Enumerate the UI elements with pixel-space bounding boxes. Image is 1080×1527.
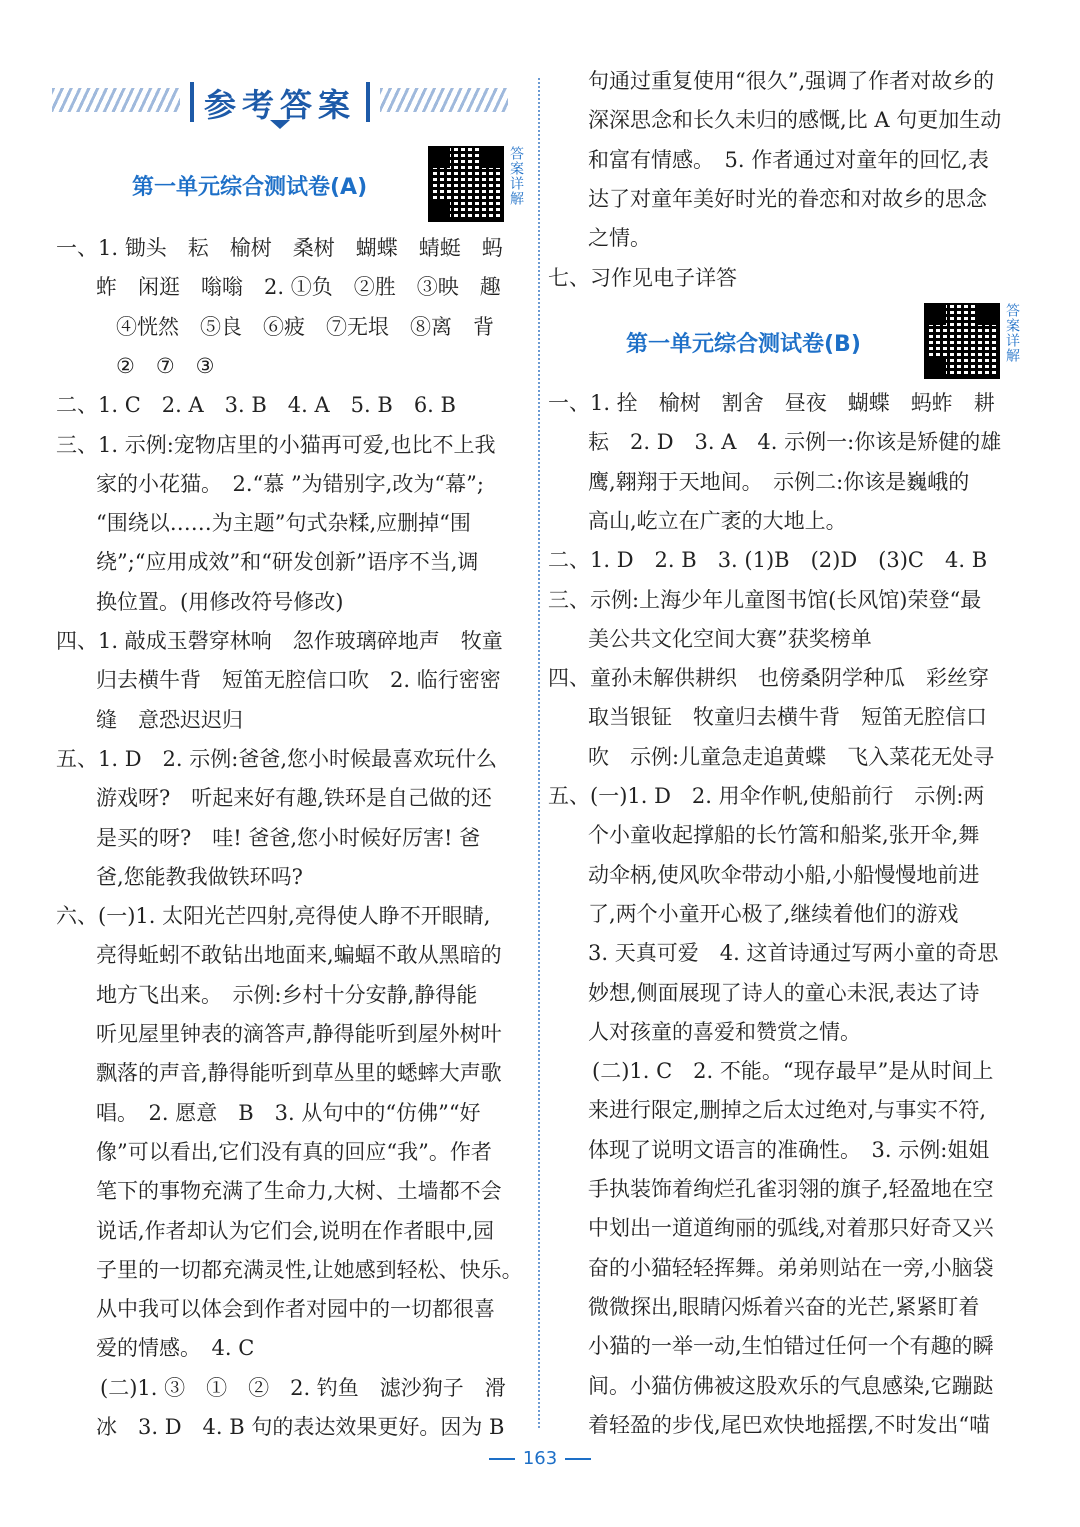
answer-line: 二、1. C 2. A 3. B 4. A 5. B 6. B xyxy=(56,393,456,418)
answer-line: 六、(一)1. 太阳光芒四射,亮得使人睁不开眼睛, xyxy=(56,904,491,929)
column-divider xyxy=(538,78,540,1428)
answer-line: 高山,屹立在广袤的大地上。 xyxy=(588,508,847,533)
answer-line: 四、1. 敲成玉磬穿林响 忽作玻璃碎地声 牧童 xyxy=(56,629,503,653)
answer-line: 从中我可以体会到作者对园中的一切都很喜 xyxy=(96,1297,495,1322)
answer-line: 笔下的事物充满了生命力,大树、土墙都不会 xyxy=(96,1179,502,1204)
answer-line: 深深思念和长久未归的感慨,比 A 句更加生动 xyxy=(588,108,1002,133)
answer-line: 说话,作者却认为它们会,说明在作者眼中,园 xyxy=(96,1218,495,1243)
answer-line: 五、1. D 2. 示例:爸爸,您小时候最喜欢玩什么 xyxy=(56,746,498,771)
banner-stripes-left xyxy=(52,88,180,112)
page-footer xyxy=(0,1448,1080,1469)
answer-line: 子里的一切都充满灵性,让她感到轻松、快乐。 xyxy=(96,1257,523,1282)
section-b-title: 第一单元综合测试卷(B) xyxy=(626,332,861,357)
answer-line: 换位置。(用修改符号修改) xyxy=(96,589,344,614)
answer-line: 耘 2. D 3. A 4. 示例一:你该是矫健的雄 xyxy=(588,430,1002,455)
answer-line: 达了对童年美好时光的眷恋和对故乡的思念 xyxy=(588,186,987,211)
page-title: 参考答案 xyxy=(203,86,356,124)
answer-line: 间。小猫仿佛被这股欢乐的气息感染,它蹦跶 xyxy=(588,1373,994,1398)
answer-line: 三、1. 示例:宠物店里的小猫再可爱,也比不上我 xyxy=(56,432,496,457)
answer-line: 游戏呀? 听起来好有趣,铁环是自己做的还 xyxy=(96,786,492,811)
answer-line: 四、童孙未解供耕织 也傍桑阴学种瓜 彩丝穿 xyxy=(548,666,989,691)
banner-stripes-right xyxy=(380,88,508,112)
answer-line: 二、1. D 2. B 3. (1)B (2)D (3)C 4. B xyxy=(548,548,988,573)
answer-banner xyxy=(52,72,508,130)
answer-line: 和富有情感。 5. 作者通过对童年的回忆,表 xyxy=(588,147,989,172)
answer-line: 中划出一道道绚丽的弧线,对着那只好奇又兴 xyxy=(588,1216,994,1241)
answer-line: 来进行限定,删掉之后太过绝对,与事实不符, xyxy=(588,1098,987,1123)
answer-line: 微微探出,眼睛闪烁着兴奋的光芒,紧紧盯着 xyxy=(588,1294,980,1319)
answer-line: (二)1. C 2. 不能。“现存最早”是从时间上 xyxy=(592,1059,994,1084)
answer-line: 缝 意恐迟迟归 xyxy=(96,707,243,732)
answer-line: 飘落的声音,静得能听到草丛里的蟋蟀大声歌 xyxy=(96,1061,502,1086)
answer-line: 七、习作见电子详答 xyxy=(548,265,737,290)
answer-line: 之情。 xyxy=(588,226,651,251)
answer-line: (二)1. ③ ① ② 2. 钓鱼 滤沙狗子 滑 xyxy=(100,1375,506,1400)
answer-line: 家的小花猫。 2.“慕 ”为错别字,改为“幕”; xyxy=(96,471,484,496)
answer-line: 爱的情感。 4. C xyxy=(96,1336,255,1361)
answer-line: 冰 3. D 4. B 句的表达效果更好。因为 B xyxy=(96,1415,505,1439)
answer-line: 3. 天真可爱 4. 这首诗通过写两小童的奇思 xyxy=(588,941,999,966)
answer-line: 亮得蚯蚓不敢钻出地面来,蝙蝠不敢从黑暗的 xyxy=(96,943,502,968)
answer-line: 五、(一)1. D 2. 用伞作帆,使船前行 示例:两 xyxy=(548,784,985,808)
banner-bar-right xyxy=(366,82,370,122)
answer-line: 个小童收起撑船的长竹篙和船桨,张开伞,舞 xyxy=(588,823,980,848)
answer-line: 一、1. 锄头 耘 榆树 桑树 蝴蝶 蜻蜓 蚂 xyxy=(56,236,503,260)
answer-line: 蚱 闲逛 嗡嗡 2. ①负 ②胜 ③映 趣 xyxy=(96,275,501,300)
answer-line: 人对孩童的喜爱和赞赏之情。 xyxy=(588,1019,861,1044)
answer-line: 地方飞出来。 示例:乡村十分安静,静得能 xyxy=(96,982,478,1007)
qr-label-a: 答案详解 xyxy=(508,146,524,206)
answer-line: ④恍然 ⑤良 ⑥疲 ⑦无垠 ⑧离 背 xyxy=(116,314,494,339)
answer-line: 一、1. 拴 榆树 割舍 昼夜 蝴蝶 蚂蚱 耕 xyxy=(548,391,995,415)
answer-line: 归去横牛背 短笛无腔信口吹 2. 临行密密 xyxy=(96,668,501,693)
answer-line: 了,两个小童开心极了,继续着他们的游戏 xyxy=(588,901,959,926)
answer-line: “围绕以……为主题”句式杂糅,应删掉“围 xyxy=(96,511,471,536)
answer-line: 听见屋里钟表的滴答声,静得能听到屋外树叶 xyxy=(96,1022,502,1046)
answer-line: 句通过重复使用“很久”,强调了作者对故乡的 xyxy=(588,69,995,93)
answer-line: 着轻盈的步伐,尾巴欢快地摇摆,不时发出“喵 xyxy=(588,1412,991,1437)
qr-code-icon[interactable] xyxy=(428,146,504,222)
answer-line: 三、示例:上海少年儿童图书馆(长风馆)荣登“最 xyxy=(548,587,982,612)
answer-line: 美公共文化空间大赛”获奖榜单 xyxy=(588,626,872,651)
answer-line: 妙想,侧面展现了诗人的童心未泯,表达了诗 xyxy=(588,980,980,1005)
answer-line: 是买的呀? 哇! 爸爸,您小时候好厉害! 爸 xyxy=(96,825,481,850)
answer-line: 动伞柄,使风吹伞带动小船,小船慢慢地前进 xyxy=(588,862,980,887)
answer-line: 绕”;“应用成效”和“研发创新”语序不当,调 xyxy=(96,550,479,575)
banner-arrow-icon xyxy=(270,120,290,129)
answer-line: 像”可以看出,它们没有真的回应“我”。作者 xyxy=(96,1139,492,1164)
answer-line: ② ⑦ ③ xyxy=(116,353,215,378)
answer-line: 手执装饰着绚烂孔雀羽翎的旗子,轻盈地在空 xyxy=(588,1177,994,1201)
answer-line: 爸,您能教我做铁环吗? xyxy=(96,864,303,889)
footer-dash-right xyxy=(565,1458,591,1460)
answer-line: 奋的小猫轻轻挥舞。弟弟则站在一旁,小脑袋 xyxy=(588,1255,994,1280)
footer-dash-left xyxy=(489,1458,515,1460)
answer-line: 体现了说明文语言的准确性。 3. 示例:姐姐 xyxy=(588,1137,990,1162)
answer-line: 取当银钲 牧童归去横牛背 短笛无腔信口 xyxy=(588,705,987,730)
qr-code-icon[interactable] xyxy=(924,303,1000,379)
answer-line: 唱。 2. 愿意 B 3. 从句中的“仿佛”“好 xyxy=(96,1100,481,1125)
qr-label-b: 答案详解 xyxy=(1004,303,1020,363)
answer-line: 鹰,翱翔于天地间。 示例二:你该是巍峨的 xyxy=(588,469,970,494)
page-number: 163 xyxy=(522,1448,558,1469)
answer-line: 小猫的一举一动,生怕错过任何一个有趣的瞬 xyxy=(588,1334,994,1359)
section-a-title: 第一单元综合测试卷(A) xyxy=(132,175,368,200)
answer-line: 吹 示例:儿童急走追黄蝶 飞入菜花无处寻 xyxy=(588,744,995,769)
